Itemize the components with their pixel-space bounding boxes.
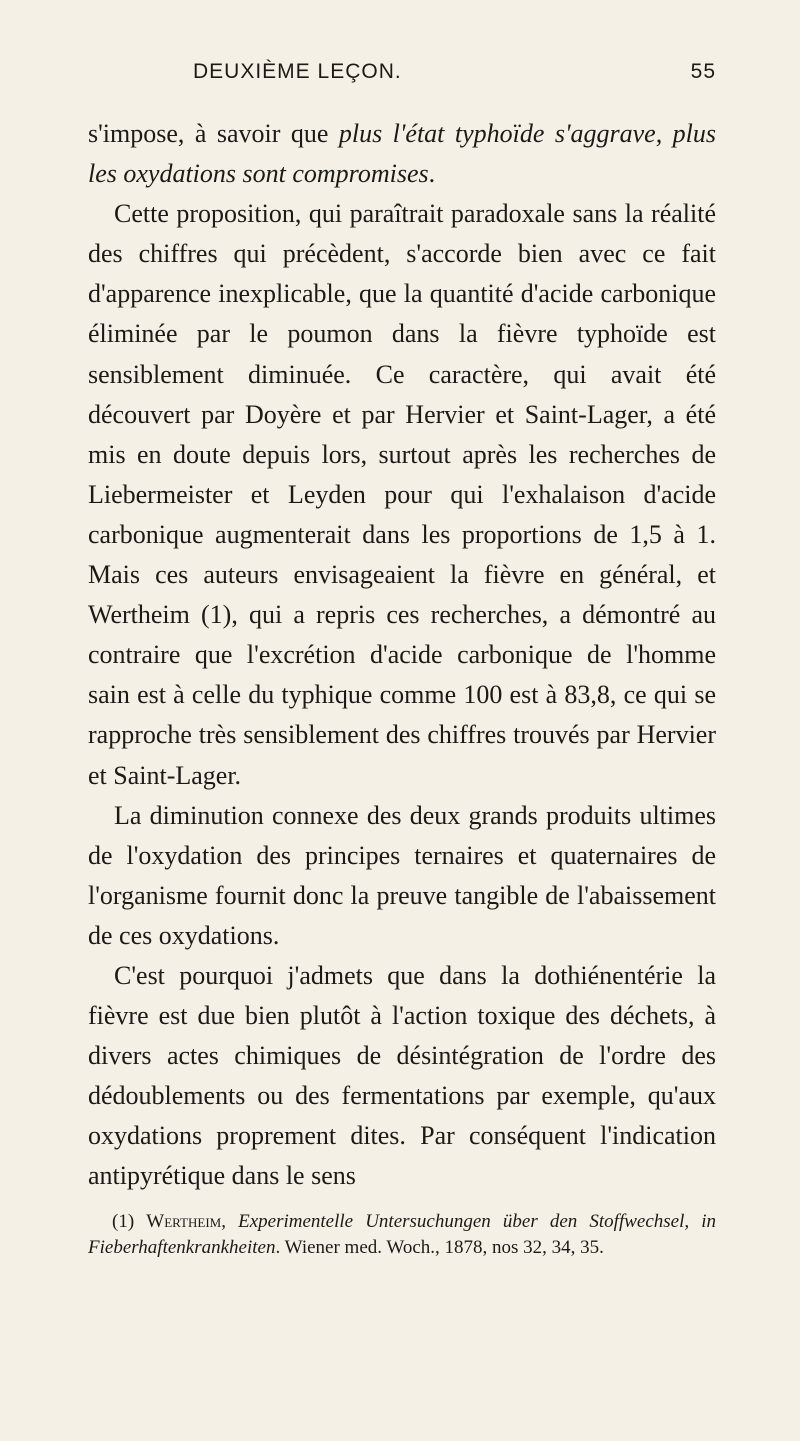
body-text — [88, 114, 716, 1197]
footnote-author: Wertheim — [146, 1210, 222, 1232]
page-number: 55 — [690, 60, 716, 83]
paragraph-continuation — [88, 114, 716, 194]
footnote — [88, 1209, 716, 1261]
footnote-citation: . Wiener med. Woch., 1878, nos 32, 34, 35. — [275, 1236, 604, 1258]
paragraph-tail: . — [428, 159, 436, 189]
emphasized-statement: plus l'état typhoïde s'aggrave, plus les oxydations sont compromises — [88, 119, 717, 189]
paragraph: Cette proposition, qui paraîtrait paradoxale sans la réalité des chiffres qui précèdent, s'accorde bien avec ce fait d'apparence inexplicable, que la quantité d'acide carbonique éliminée par le poumon dans la fièvre typhoïde est sensiblement diminuée. Ce caractère, qui avait été découvert par Doyère et par Hervier et Saint-Lager, a été mis en doute depuis lors, surtout après les recherches de Liebermeister et Leyden pour qui l'exhalaison d'acide carbonique augmenterait dans les proportions de 1,5 à 1. Mais ces auteurs envisageaient la fièvre en général, et Wertheim (1), qui a repris ces recherches, a démontré au contraire que l'excrétion d'acide carbonique de l'homme sain est à celle du typhique comme 100 est à 83,8, ce qui se rapproche très sensiblement des chiffres trouvés par Hervier et Saint-Lager. — [88, 199, 716, 790]
paragraph: La diminution connexe des deux grands produits ultimes de l'oxydation des principes ternaires et quaternaires de l'organisme fournit donc la preuve tangible de l'abaissement de ces oxydations. — [88, 800, 716, 950]
footnote-work-title: Experimentelle Untersuchungen über den Stoffwechsel, in Fieberhaftenkrankheiten — [88, 1210, 717, 1258]
paragraph-lead: s'impose, à savoir que — [88, 119, 339, 148]
paragraph: C'est pourquoi j'admets que dans la dothiénentérie la fièvre est due bien plutôt à l'action toxique des déchets, à divers actes chimiques de désintégration de l'ordre des dédoublements ou des fermentations par exemple, qu'aux oxydations proprement dites. Par conséquent l'indication antipyrétique dans le sens — [88, 960, 716, 1191]
footnote-separator: , — [221, 1210, 239, 1232]
running-head-title: DEUXIÈME LEÇON. — [193, 60, 402, 83]
footnote-marker: (1) — [112, 1210, 147, 1232]
running-head — [88, 58, 716, 114]
book-page — [0, 58, 800, 1441]
